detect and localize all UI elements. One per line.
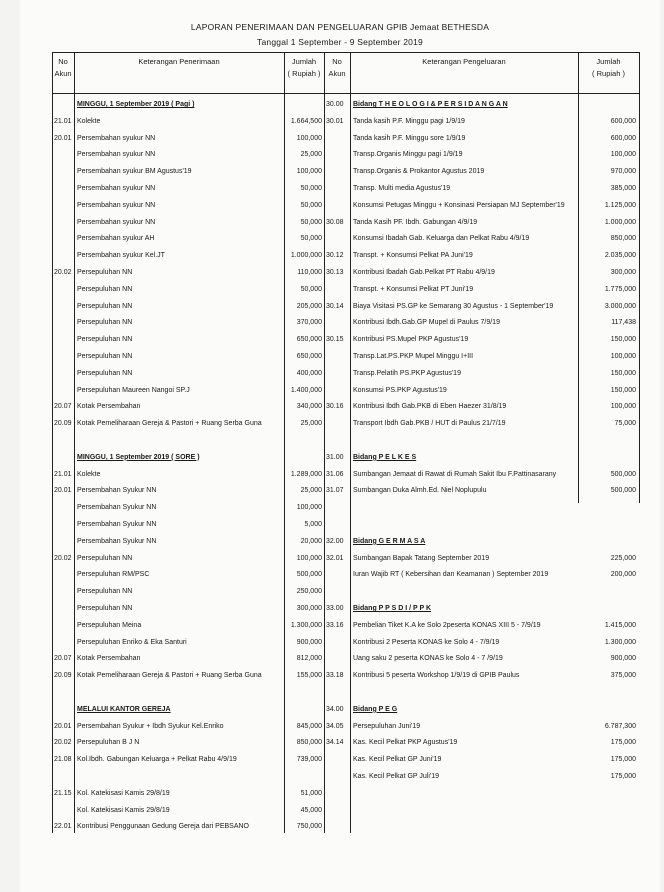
description: Persembahan syukur BM Agustus'19 — [77, 168, 192, 176]
section-heading: Bidang P E L K E S — [353, 453, 417, 461]
expenses-row — [52, 752, 640, 768]
expenses-row — [52, 97, 640, 113]
amount: 75,000 — [614, 420, 636, 428]
account-number: 20.01 — [54, 134, 72, 142]
expenses-row — [52, 366, 640, 382]
amount: 500,000 — [296, 571, 322, 579]
description: Transpt. + Konsumsi Pelkat PA Juni'19 — [353, 252, 473, 260]
amount: 20,000 — [300, 537, 322, 545]
description: Persepuluhan Maureen Nangoi SP.J — [77, 386, 190, 394]
description: Persembahan syukur NN — [77, 218, 156, 226]
amount: 150,000 — [610, 386, 636, 394]
account-number: 33.16 — [326, 621, 344, 629]
description: Persembahan syukur NN — [77, 151, 156, 159]
expenses-row — [52, 332, 640, 348]
amount: 1.400,000 — [290, 386, 322, 394]
amount: 600,000 — [610, 134, 636, 142]
amount: 375,000 — [610, 672, 636, 680]
amount: 51,000 — [300, 789, 322, 797]
description: Tanda Kasih PF. Ibdh. Gabungan 4/9/19 — [353, 218, 478, 226]
account-number: 30.13 — [326, 269, 344, 276]
amount: 250,000 — [296, 588, 322, 596]
section-heading: MELALUI KANTOR GEREJA — [77, 705, 171, 713]
amount: 45,000 — [300, 806, 322, 814]
expenses-row — [52, 416, 640, 432]
expenses-row — [52, 467, 640, 483]
amount: 300,000 — [296, 605, 322, 612]
description: Kontribusi Ibdh.Gab.GP Mupel di Paulus 7/9/19 — [353, 319, 500, 327]
description: Kol. Katekisasi Kamis 29/8/19 — [77, 789, 170, 797]
amount: 110,000 — [297, 269, 322, 276]
description: Konsumsi PS.PKP Agustus'19 — [353, 386, 447, 394]
description: Tanda kasih P.F. Minggu pagi 1/9/19 — [353, 117, 465, 125]
description: Persembahan syukur Kel.JT — [77, 252, 165, 260]
amount: 1.000,000 — [290, 252, 322, 260]
receipts-row — [52, 500, 640, 516]
section-heading: MINGGU, 1 September 2019 ( Pagi ) — [77, 101, 195, 108]
receipts-row — [52, 786, 640, 802]
amount: 970,000 — [610, 168, 636, 176]
expenses-row — [52, 601, 640, 617]
amount: 205,000 — [296, 302, 322, 310]
account-number: 20.07 — [54, 403, 72, 411]
description: Kas. Kecil Pelkat GP Juli'19 — [353, 773, 440, 780]
amount: 370,000 — [296, 319, 322, 327]
description: Konsumsi Petugas Minggu + Konsinasi Persiapan MJ September'19 — [353, 201, 565, 209]
expenses-row — [52, 450, 640, 466]
expenses-row — [52, 702, 640, 718]
section-heading: Bidang P E G — [353, 705, 398, 713]
description: Tanda kasih P.F. Minggu sore 1/9/19 — [353, 134, 466, 142]
description: Persepuluhan NN — [77, 302, 133, 310]
amount: 845,000 — [296, 722, 322, 730]
expenses-row — [52, 383, 640, 399]
expenses-row — [52, 668, 640, 684]
description: Persepuluhan NN — [77, 353, 133, 360]
expenses-row — [52, 114, 640, 130]
col-header-jumlah — [284, 56, 324, 80]
finance-table — [52, 52, 640, 843]
amount: 385,000 — [610, 185, 636, 192]
description: Transpt. + Konsumsi Pelkat PT Juni'19 — [353, 285, 474, 293]
amount: 50,000 — [300, 185, 322, 192]
amount: 739,000 — [296, 756, 322, 764]
expenses-row — [52, 769, 640, 785]
description: Kontribusi 5 peserta Workshop 1/9/19 di GPIB Paulus — [353, 672, 520, 680]
amount: 500,000 — [610, 470, 636, 478]
amount: 1.300,000 — [290, 621, 322, 629]
amount: 650,000 — [296, 353, 322, 360]
amount: 175,000 — [610, 756, 636, 764]
amount: 100,000 — [296, 168, 322, 176]
expenses-row — [52, 349, 640, 365]
description: Transp. Multi media Agustus'19 — [353, 185, 451, 192]
description: Persepuluhan B J N — [77, 739, 140, 747]
expenses-row — [52, 618, 640, 634]
expenses-row — [52, 567, 640, 583]
amount: 900,000 — [296, 638, 322, 646]
receipts-row — [52, 517, 640, 533]
amount: 300,000 — [610, 269, 636, 276]
amount: 1.415,000 — [604, 621, 636, 629]
account-number: 30.16 — [326, 403, 344, 411]
account-number: 31.06 — [326, 470, 344, 478]
expenses-row — [52, 534, 640, 550]
account-number: 20.02 — [54, 269, 72, 276]
description: Persepuluhan Meina — [77, 621, 142, 629]
account-number: 20.07 — [54, 655, 72, 663]
col-header-rupiah-label-2: ( Rupiah ) — [592, 69, 625, 78]
description: Transp.Lat.PS.PKP Mupel Minggu I+III — [353, 353, 474, 360]
description: Pembelian Tiket K.A ke Solo 2peserta KONAS XIII 5 - 7/9/19 — [353, 621, 541, 629]
description: Persembahan syukur NN — [77, 185, 156, 192]
expenses-row — [52, 282, 640, 298]
col-header-jumlah-label: Jumlah — [291, 57, 317, 66]
description: Kotak Pemeliharaan Gereja & Pastori + Ruang Serba Guna — [77, 420, 262, 428]
expenses-row — [52, 147, 640, 163]
amount: 850,000 — [610, 235, 636, 243]
amount: 500,000 — [610, 487, 636, 495]
account-number: 33.18 — [326, 672, 344, 680]
col-header-jumlah-2 — [578, 56, 639, 80]
description: Persembahan Syukur + Ibdh Syukur Kel.Enriko — [77, 722, 224, 730]
account-number: 30.12 — [326, 252, 344, 260]
description: Kotak Persembahan — [77, 655, 141, 663]
account-number: 32.01 — [326, 554, 344, 562]
expenses-row — [52, 635, 640, 651]
account-number: 20.09 — [54, 420, 72, 428]
account-number: 20.01 — [54, 487, 72, 495]
description: Persepuluhan NN — [77, 336, 133, 344]
amount: 812,000 — [296, 655, 322, 663]
account-number: 21.01 — [54, 117, 72, 125]
amount: 1.125,000 — [604, 201, 636, 209]
account-number: 22.01 — [54, 823, 72, 831]
description: Konsumsi Ibadah Gab. Keluarga dan Pelkat Rabu 4/9/19 — [353, 235, 530, 243]
expenses-row — [52, 551, 640, 567]
receipts-row — [52, 584, 640, 600]
description: Persembahan syukur NN — [77, 134, 156, 142]
description: Persepuluhan NN — [77, 554, 133, 562]
amount: 117,438 — [611, 319, 636, 327]
account-number: 20.02 — [54, 739, 72, 747]
section-heading: Bidang P P S D I / P P K — [353, 605, 432, 612]
amount: 100,000 — [296, 504, 322, 512]
amount: 850,000 — [296, 739, 322, 747]
account-number: 30.08 — [326, 218, 344, 226]
account-number: 30.00 — [326, 101, 344, 108]
description: Persembahan syukur NN — [77, 201, 156, 209]
amount: 1.300,000 — [604, 638, 636, 646]
description: Transport Ibdh Gab.PKB / HUT di Paulus 21/7/19 — [353, 420, 506, 428]
description: Sumbangan Bapak Tatang September 2019 — [353, 554, 490, 562]
account-number: 21.08 — [54, 756, 72, 764]
account-number: 31.00 — [326, 453, 344, 461]
amount: 5,000 — [304, 521, 322, 528]
amount: 600,000 — [610, 117, 636, 125]
amount: 900,000 — [610, 655, 636, 663]
amount: 100,000 — [610, 151, 636, 159]
amount: 100,000 — [296, 554, 322, 562]
amount: 1.775,000 — [604, 285, 636, 293]
amount: 100,000 — [610, 353, 636, 360]
description: Persepuluhan NN — [77, 369, 133, 377]
description: Kas. Kecil Pelkat GP Juni'19 — [353, 756, 442, 764]
col-header-jumlah-label-2: Jumlah — [596, 57, 621, 66]
description: Kontribusi Ibadah Gab.Pelkat PT Rabu 4/9/19 — [353, 269, 495, 276]
description: Uang saku 2 peserta KONAS ke Solo 4 - 7 /9/19 — [353, 655, 503, 663]
account-number: 30.01 — [326, 117, 344, 125]
expenses-row — [52, 198, 640, 214]
description: Persembahan Syukur NN — [77, 521, 157, 528]
description: Kol.Ibdh. Gabungan Keluarga + Pelkat Rabu 4/9/19 — [77, 756, 237, 764]
amount: 150,000 — [610, 336, 636, 344]
account-number: 20.01 — [54, 722, 72, 730]
amount: 2.035,000 — [604, 252, 636, 260]
account-number: 20.09 — [54, 672, 72, 680]
expenses-row — [52, 248, 640, 264]
amount: 175,000 — [610, 773, 636, 780]
account-number: 34.00 — [326, 705, 344, 713]
amount: 1.289,000 — [290, 470, 322, 478]
description: Persembahan Syukur NN — [77, 487, 157, 495]
report-title: LAPORAN PENERIMAAN DAN PENGELUARAN GPIB Jemaat BETHESDA — [190, 22, 490, 32]
description: Kotak Persembahan — [77, 403, 141, 411]
account-number: 30.15 — [326, 336, 344, 344]
col-header-no-akun: No Akun — [54, 57, 72, 78]
description: Persepuluhan NN — [77, 319, 133, 327]
account-number: 20.02 — [54, 554, 72, 562]
report-period: Tanggal 1 September - 9 September 2019 — [257, 37, 423, 47]
receipts-row — [52, 819, 640, 835]
header-divider — [52, 93, 640, 94]
description: Kolekte — [77, 470, 101, 478]
expenses-row — [52, 181, 640, 197]
amount: 50,000 — [300, 218, 322, 226]
expenses-row — [52, 315, 640, 331]
description: Kotak Pemeliharaan Gereja & Pastori + Ruang Serba Guna — [77, 672, 262, 680]
section-heading: MINGGU, 1 September 2019 ( SORE ) — [77, 453, 200, 461]
description: Transp.Organis Minggu pagi 1/9/19 — [353, 151, 463, 159]
description: Kas. Kecil Pelkat PKP Agustus'19 — [353, 739, 458, 747]
amount: 50,000 — [300, 201, 322, 209]
description: Persepuluhan NN — [77, 588, 133, 596]
expenses-row — [52, 651, 640, 667]
description: Kol. Katekisasi Kamis 29/8/19 — [77, 806, 170, 814]
amount: 650,000 — [296, 336, 322, 344]
amount: 50,000 — [300, 235, 322, 243]
col-header-penerimaan: Keterangan Penerimaan — [138, 57, 220, 66]
expenses-row — [52, 265, 640, 281]
description: Sumbangan Duka Almh.Ed. Niel Noplupulu — [353, 487, 487, 495]
description: Persepuluhan RM/PSC — [77, 571, 150, 579]
amount: 50,000 — [300, 285, 322, 293]
description: Transp.Organis & Prokantor Agustus 2019 — [353, 168, 485, 176]
receipts-row — [52, 803, 640, 819]
amount: 200,000 — [610, 571, 636, 579]
amount: 225,000 — [610, 554, 636, 562]
description: Persepuluhan NN — [77, 269, 133, 276]
expenses-row — [52, 215, 640, 231]
account-number: 32.00 — [326, 537, 344, 545]
description: Persembahan Syukur NN — [77, 537, 157, 545]
report-sheet — [20, 0, 660, 892]
account-number: 21.01 — [54, 470, 72, 478]
col-header-rupiah-label: ( Rupiah ) — [287, 69, 321, 78]
expenses-row — [52, 164, 640, 180]
amount: 340,000 — [296, 403, 322, 411]
account-number: 34.05 — [326, 722, 344, 730]
amount: 1.000,000 — [604, 218, 636, 226]
expenses-row — [52, 483, 640, 499]
description: Sumbangan Jemaat di Rawat di Rumah Sakit Ibu F.Pattinasarany — [353, 470, 557, 478]
amount: 175,000 — [610, 739, 636, 747]
account-number: 33.00 — [326, 605, 344, 612]
col-header-no-akun-2: No Akun — [328, 57, 346, 78]
section-heading: Bidang G E R M A S A — [353, 537, 426, 545]
expenses-row — [52, 231, 640, 247]
description: Kontribusi PS.Mupel PKP Agustus'19 — [353, 336, 469, 344]
account-number: 21.15 — [54, 789, 72, 797]
description: Kontribusi Ibdh Gab.PKB di Eben Haezer 31/8/19 — [353, 403, 507, 411]
amount: 150,000 — [610, 369, 636, 377]
account-number: 31.07 — [326, 487, 344, 495]
expenses-row — [52, 735, 640, 751]
account-number: 34.14 — [326, 739, 344, 747]
description: Persembahan syukur AH — [77, 235, 155, 243]
amount: 100,000 — [296, 134, 322, 142]
description: Persepuluhan NN — [77, 285, 133, 293]
description: Persembahan Syukur NN — [77, 504, 157, 512]
amount: 100,000 — [610, 403, 636, 411]
amount: 155,000 — [296, 672, 322, 680]
description: Iuran Wajib RT ( Kebersihan dan Keamanan ) September 2019 — [353, 571, 549, 579]
description: Transp.Pelatih PS.PKP Agustus'19 — [353, 369, 461, 377]
expenses-row — [52, 719, 640, 735]
description: Kontribusi 2 Peserta KONAS ke Solo 4 - 7/9/19 — [353, 638, 500, 646]
description: Persepuluhan NN — [77, 605, 133, 612]
description: Kontribusi Penggunaan Gedung Gereja dari PEBSANO — [77, 823, 249, 831]
section-heading: Bidang T H E O L O G I & P E R S I D A N G A N — [353, 101, 508, 108]
amount: 25,000 — [300, 151, 322, 159]
expenses-row — [52, 399, 640, 415]
description: Persepuluhan Enriko & Eka Santuri — [77, 638, 187, 646]
amount: 400,000 — [296, 369, 322, 377]
expenses-row — [52, 131, 640, 147]
description: Kolekte — [77, 117, 101, 125]
amount: 3.000,000 — [604, 302, 636, 310]
expenses-row — [52, 299, 640, 315]
amount: 25,000 — [300, 487, 322, 495]
amount: 750,000 — [296, 823, 322, 831]
amount: 25,000 — [300, 420, 322, 428]
amount: 6.787,300 — [604, 722, 636, 730]
account-number: 30.14 — [326, 302, 344, 310]
description: Persepuluhan Juni'19 — [353, 722, 421, 730]
description: Biaya Visitasi PS.GP ke Semarang 30 Agustus - 1 September'19 — [353, 302, 554, 310]
amount: 1.664,500 — [290, 117, 322, 125]
col-header-pengeluaran: Keterangan Pengeluaran — [422, 57, 506, 66]
